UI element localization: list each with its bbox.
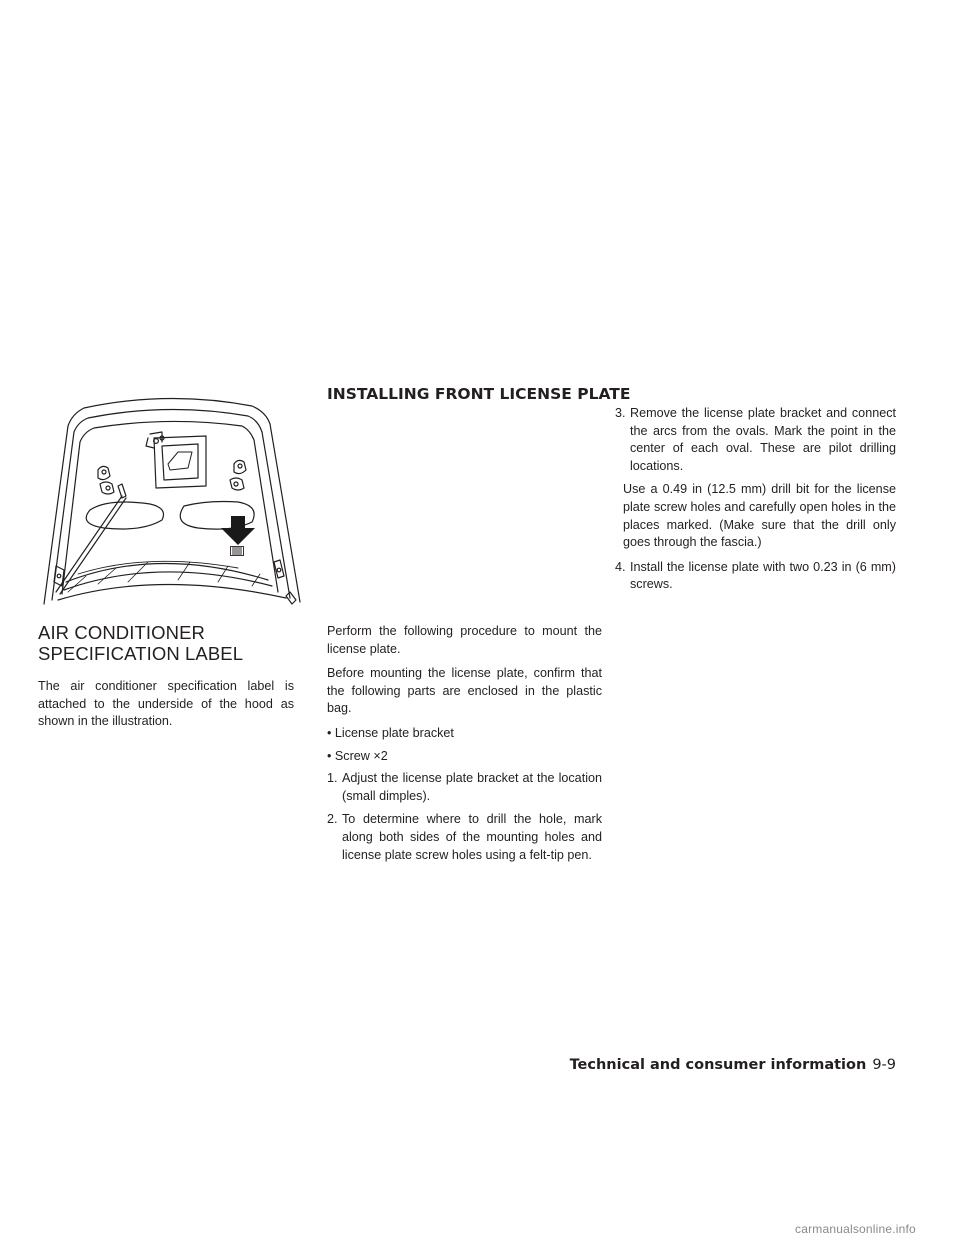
parts-item: • Screw ×2: [327, 748, 388, 763]
ac-label-paragraph: The air conditioner specification label is attached to the underside of the hood as shown in the illustration.: [38, 679, 294, 729]
license-confirm: Before mounting the license plate, confirm that the following parts are enclosed in the plastic bag.: [327, 666, 602, 716]
hood-underside-illustration: [38, 386, 304, 608]
section-heading-ac-label: AIR CONDITIONER SPECIFICATION LABEL: [38, 622, 244, 664]
down-arrow-icon: [220, 516, 256, 546]
watermark-text: carmanualsonline.info: [795, 1222, 916, 1236]
license-intro: Perform the following procedure to mount the license plate.: [327, 624, 602, 656]
step3-note: Use a 0.49 in (12.5 mm) drill bit for the license plate screw holes and carefully open holes in the places marked. (Make sure that the drill only goes through the fascia.): [623, 482, 896, 550]
step-item: [615, 405, 896, 475]
step-number: 4.: [615, 559, 626, 574]
step-number: 2.: [327, 812, 338, 827]
license-plate-column-2: [615, 405, 896, 600]
ac-label-body: [38, 678, 294, 738]
footer-section-title: Technical and consumer information: [569, 1057, 867, 1073]
step-number: 1.: [327, 771, 338, 786]
license-plate-column-1: [327, 623, 602, 870]
section-heading-license-plate: INSTALLING FRONT LICENSE PLATE: [327, 385, 631, 403]
step-number: 3.: [615, 406, 626, 420]
page-number: 9-9: [872, 1057, 896, 1073]
step-text: Install the license plate with two 0.23 in (6 mm) screws.: [630, 559, 896, 592]
page-footer: [540, 1056, 896, 1074]
parts-item: • License plate bracket: [327, 725, 454, 740]
step-item: [615, 559, 896, 594]
step-text: Adjust the license plate bracket at the location (small dimples).: [342, 771, 602, 803]
step-text: To determine where to drill the hole, mark along both sides of the mounting holes and license plate screw holes using a felt-tip pen.: [342, 812, 602, 862]
spec-label-icon: [230, 546, 244, 556]
step-item: [327, 770, 602, 805]
step-item: [327, 811, 602, 864]
step-text: Remove the license plate bracket and connect the arcs from the ovals. Mark the point in the center of each oval. These are pilot drilling locations.: [630, 406, 896, 473]
